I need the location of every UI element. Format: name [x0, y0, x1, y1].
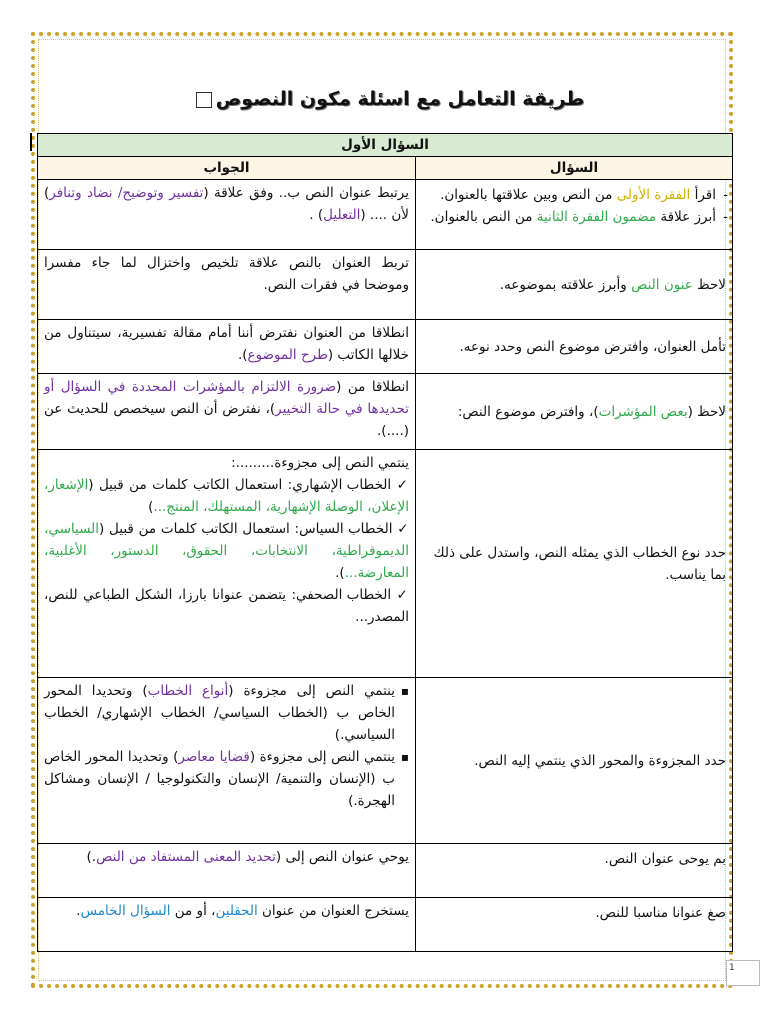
table-row — [38, 450, 733, 678]
table-row — [38, 320, 733, 374]
answer-column-header: الجواب — [38, 157, 416, 180]
table-row — [38, 898, 733, 952]
section-title: السؤال الأول — [38, 134, 733, 157]
check-item: ✓ الخطاب الإشهاري: استعمال الكاتب كلمات من قبيل (الإشعار، الإعلان، الوصلة الإشهارية، المستهلك، المنتج...) — [44, 474, 409, 518]
answer-intro: ينتمي النص إلى مجزوءة.........: — [231, 455, 410, 471]
question-cell: حدد المجزوءة والمحور الذي ينتمي إليه النص. — [416, 678, 733, 844]
table-left-mark — [30, 133, 32, 151]
answer-cell — [38, 678, 416, 844]
page-number: 1 — [726, 960, 760, 986]
bullet-item: ▪ ينتمي النص إلى مجزوءة (قضايا معاصر) وتحديدا المحور الخاص ب (الإنسان والتنمية/ الإنسان والتكنولوجيا / الإنسان ومشاكل الهجرة.) — [44, 746, 409, 812]
question-item: - اقرأ الفقرة الأولى من النص وبين علاقتها بالعنوان. — [422, 184, 726, 206]
qa-table — [37, 133, 733, 952]
table-row — [38, 844, 733, 898]
check-item: ✓ الخطاب الصحفي: يتضمن عنوانا بارزا، الشكل الطباعي للنص، المصدر... — [44, 584, 409, 628]
question-cell: بم يوحى عنوان النص. — [416, 844, 733, 898]
check-item: ✓ الخطاب السياس: استعمال الكاتب كلمات من قبيل (السياسي، الديموقراطية، الانتخابات، الحقوق، الدستور، الأغلبية، المعارضة...). — [44, 518, 409, 584]
question-cell: لاحظ (بعض المؤشرات)، وافترض موضوع النص: — [416, 374, 733, 450]
question-cell: حدد نوع الخطاب الذي يمثله النص، واستدل على ذلك بما يناسب. — [416, 450, 733, 678]
answer-cell: انطلاقا من العنوان نفترض أننا أمام مقالة تفسيرية، سيتناول من خلالها الكاتب (طرح الموضوع). — [38, 320, 416, 374]
question-item: - أبرز علاقة مضمون الفقرة الثانية من النص بالعنوان. — [422, 206, 726, 228]
bullet-item: ▪ ينتمي النص إلى مجزوءة (أنواع الخطاب) وتحديدا المحور الخاص ب (الخطاب السياسي/ الخطاب الإشهاري/ الخطاب السياسي.) — [44, 680, 409, 746]
checkbox-glyph — [196, 92, 212, 108]
table-row — [38, 678, 733, 844]
question-cell — [416, 180, 733, 250]
question-cell: صغ عنوانا مناسبا للنص. — [416, 898, 733, 952]
question-cell: لاحظ عنون النص وأبرز علاقته بموضوعه. — [416, 250, 733, 320]
page-title — [180, 88, 600, 110]
title-text: طريقة التعامل مع اسئلة مكون النصوص — [215, 88, 585, 110]
answer-cell — [38, 450, 416, 678]
answer-cell: يوحي عنوان النص إلى (تحديد المعنى المستفاد من النص.) — [38, 844, 416, 898]
question-cell: تأمل العنوان، وافترض موضوع النص وحدد نوعه. — [416, 320, 733, 374]
answer-cell: انطلاقا من (ضرورة الالتزام بالمؤشرات المحددة في السؤال أو تحديدها في حالة التخيير)، نفترض أن النص سيخصص للحديث عن (....). — [38, 374, 416, 450]
answer-cell: يرتبط عنوان النص ب.. وفق علاقة (تفسير وتوضيح/ نضاد وتنافر) لأن .... (التعليل) . — [38, 180, 416, 250]
answer-cell: يستخرج العنوان من عنوان الحقلين، أو من السؤال الخامس. — [38, 898, 416, 952]
answer-cell: تربط العنوان بالنص علاقة تلخيص واختزال لما جاء مفسرا وموضحا في فقرات النص. — [38, 250, 416, 320]
table-row — [38, 180, 733, 250]
question-column-header: السؤال — [416, 157, 733, 180]
table-row — [38, 374, 733, 450]
table-row — [38, 250, 733, 320]
